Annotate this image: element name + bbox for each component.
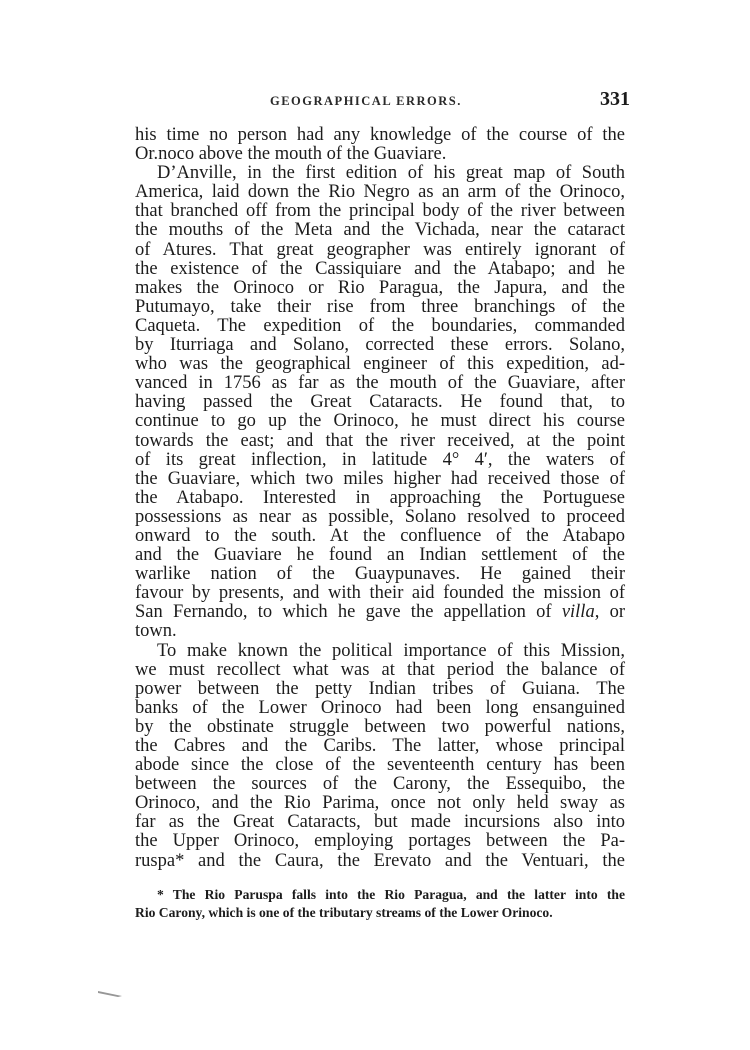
text-line: far as the Great Cataracts, but made incursions also into (135, 812, 625, 833)
text-line: Or.noco above the mouth of the Guaviare. (135, 144, 447, 165)
text-line: San Fernando, to which he gave the appellation of villa, or (135, 602, 626, 623)
text-line: by the obstinate struggle between two powerful nations, (135, 716, 625, 737)
text-line: who was the geographical engineer of this expedition, ad- (135, 354, 625, 375)
text-line: D’Anville, in the first edition of his great map of South (157, 163, 625, 184)
text-line: by Iturriaga and Solano, corrected these errors. Solano, (135, 335, 625, 356)
text-line: of its great inflection, in latitude 4° 4′, the waters of (135, 449, 625, 470)
text-line: having passed the Great Cataracts. He found that, to (135, 392, 625, 413)
text-line: the Cabres and the Caribs. The latter, whose principal (135, 736, 625, 756)
text-line: that branched off from the principal body of the river between (135, 201, 625, 222)
footnote-line: Rio Carony, which is one of the tributary streams of the Lower Orinoco. (135, 905, 553, 920)
text-line: possessions as near as possible, Solano resolved to proceed (135, 506, 625, 527)
text-line: To make known the political importance of this Mission, (157, 640, 625, 661)
footnote (135, 886, 625, 922)
text-line: the Atabapo. Interested in approaching the Portuguese (135, 487, 625, 508)
text-line: makes the Orinoco or Rio Paragua, the Japura, and the (135, 277, 625, 298)
text-line: towards the east; and that the river received, at the point (135, 430, 625, 451)
text-line: power between the petty Indian tribes of Guiana. The (135, 678, 625, 699)
text-line: we must recollect what was at that period the balance of (135, 659, 625, 680)
text-line: Caqueta. The expedition of the boundaries, commanded (135, 315, 625, 336)
text-line: vanced in 1756 as far as the mouth of the Guaviare, after (135, 373, 625, 394)
text-line: the Upper Orinoco, employing portages between the Pa- (135, 831, 625, 852)
running-head (130, 88, 630, 114)
text-line: onward to the south. At the confluence of the Atabapo (135, 525, 625, 546)
running-title: GEOGRAPHICAL ERRORS. (270, 94, 462, 108)
text-line: the Guaviare, which two miles higher had received those of (135, 468, 625, 489)
text-line: Orinoco, and the Rio Parima, once not only held sway as (135, 793, 625, 814)
text-line: America, laid down the Rio Negro as an arm of the Orinoco, (135, 182, 625, 203)
margin-smudge-mark (98, 990, 124, 998)
text-line: continue to go up the Orinoco, he must direct his course (135, 411, 625, 432)
text-line: town. (135, 621, 177, 642)
text-line: ruspa* and the Caura, the Erevato and the Ventuari, the (135, 850, 625, 871)
footnote-line: * The Rio Paruspa falls into the Rio Paragua, and the latter into the (157, 887, 625, 902)
text-line: and the Guaviare he found an Indian settlement of the (135, 545, 625, 566)
text-line: the existence of the Cassiquiare and the Atabapo; and he (135, 258, 625, 279)
text-line: between the sources of the Carony, the Essequibo, the (135, 774, 625, 795)
page-number: 331 (600, 88, 630, 110)
text-line: banks of the Lower Orinoco had been long ensanguined (135, 697, 625, 718)
text-line: of Atures. That great geographer was entirely ignorant of (135, 239, 625, 260)
text-line: abode since the close of the seventeenth century has been (135, 755, 625, 776)
text-line: favour by presents, and with their aid founded the mission of (135, 583, 625, 604)
text-line: the mouths of the Meta and the Vichada, near the cataract (135, 220, 625, 241)
text-line: warlike nation of the Guaypunaves. He gained their (135, 564, 625, 585)
text-line: Putumayo, take their rise from three branchings of the (135, 296, 625, 317)
text-line: his time no person had any knowledge of the course of the (135, 125, 625, 145)
body-text (135, 126, 625, 871)
